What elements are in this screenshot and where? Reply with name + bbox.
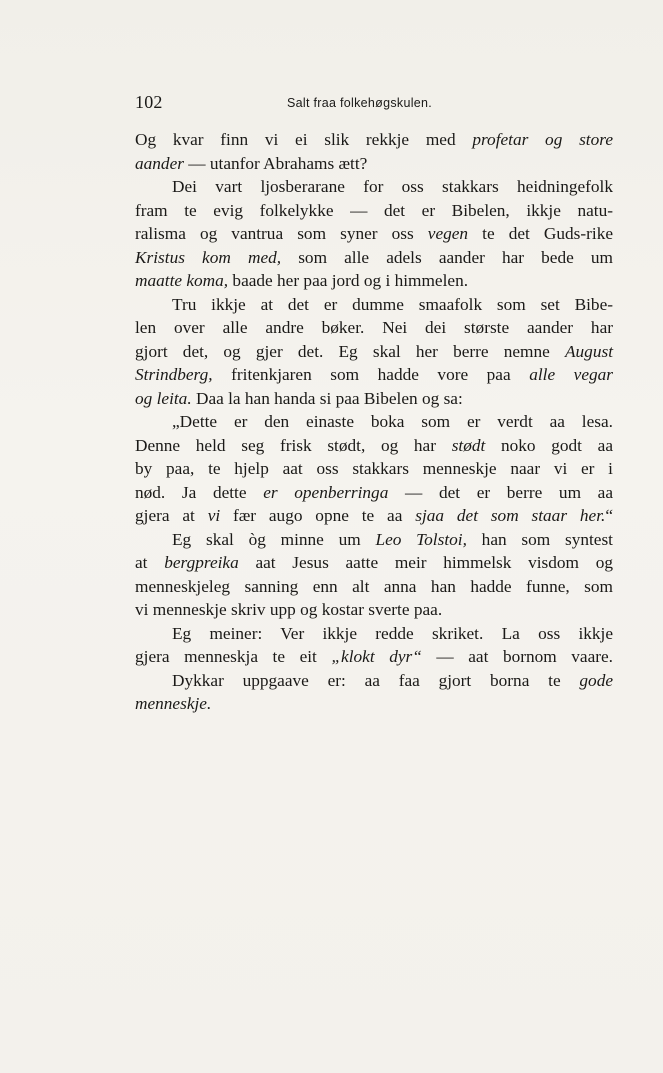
- text-segment: len over alle andre bøker. Nei dei største aander har: [135, 318, 613, 337]
- italic-segment: „klokt dyr“: [331, 647, 422, 666]
- italic-segment: vegen: [427, 224, 469, 243]
- italic-segment: vi: [207, 506, 221, 525]
- text-line: [135, 645, 613, 669]
- body-text: [135, 128, 613, 716]
- text-line: [135, 316, 613, 340]
- text-segment: Eg skal òg minne um: [172, 529, 376, 549]
- text-line: [135, 528, 613, 552]
- italic-segment: menneskje.: [135, 694, 212, 713]
- text-line: [135, 669, 613, 693]
- text-segment: „Dette er den einaste boka som er verdt aa lesa.: [172, 412, 613, 431]
- text-segment: noko godt aa: [485, 435, 613, 455]
- text-line: [135, 293, 613, 317]
- italic-segment: Kristus kom med,: [135, 247, 282, 267]
- text-segment: menneskjeleg sanning enn alt anna han hadde funne, som: [135, 576, 613, 596]
- text-segment: gjera at: [135, 506, 208, 525]
- text-segment: fær augo opne te aa: [220, 506, 416, 525]
- italic-segment: maatte koma,: [135, 271, 229, 290]
- text-segment: — det er berre um aa: [388, 482, 614, 502]
- text-segment: te det Guds-rike: [468, 224, 614, 243]
- text-segment: Eg meiner: Ver ikkje redde skriket. La oss ikkje: [172, 623, 613, 643]
- text-segment: han som syntest: [466, 529, 613, 549]
- text-segment: Dykkar uppgaave er: aa faa gjort borna te: [172, 670, 580, 690]
- text-segment: baade her paa jord og i himmelen.: [228, 271, 469, 290]
- text-line: [135, 387, 613, 411]
- text-segment: gjort det, og gjer det. Eg skal her berre nemne: [135, 341, 565, 361]
- page-number: 102: [135, 92, 163, 112]
- text-segment: Denne held seg frisk stødt, og har: [135, 435, 452, 455]
- text-segment: Dei vart ljosberarane for oss stakkars heidningefolk: [172, 177, 613, 196]
- text-segment: Tru ikkje at det er dumme smaafolk som set Bibe-: [172, 294, 613, 314]
- italic-segment: stødt: [451, 435, 486, 455]
- text-segment: ralisma og vantrua som syner oss: [135, 224, 428, 243]
- text-line: [135, 434, 613, 458]
- text-line: [135, 457, 613, 481]
- text-line: [135, 363, 613, 387]
- text-line: [135, 340, 613, 364]
- text-line: [135, 222, 613, 246]
- italic-segment: August: [564, 341, 613, 361]
- text-line: [135, 246, 613, 270]
- running-title: Salt fraa folkehøgskulen.: [287, 96, 433, 110]
- page-header: [135, 92, 615, 114]
- text-segment: at: [135, 553, 165, 572]
- italic-segment: er openberringa: [263, 482, 389, 502]
- italic-segment: bergpreika: [164, 553, 239, 572]
- text-line: [135, 575, 613, 599]
- text-line: [135, 269, 613, 293]
- text-segment: — utanfor Abrahams ætt?: [183, 153, 368, 173]
- text-segment: by paa, te hjelp aat oss stakkars menneskje naar vi er i: [135, 459, 613, 478]
- text-segment: vi menneskje skriv upp og kostar sverte paa.: [135, 600, 443, 619]
- text-segment: — aat bornom vaare.: [421, 647, 613, 666]
- italic-segment: Strindberg,: [135, 365, 213, 384]
- italic-segment: sjaa det som staar her.: [415, 506, 606, 525]
- text-line: [135, 622, 613, 646]
- text-line: [135, 410, 613, 434]
- text-line: [135, 551, 613, 575]
- text-line: [135, 481, 613, 505]
- text-line: [135, 598, 613, 622]
- text-segment: gjera menneskja te eit: [135, 647, 332, 666]
- text-line: [135, 128, 613, 152]
- italic-segment: profetar og store: [472, 130, 613, 149]
- text-segment: Daa la han handa si paa Bibelen og sa:: [191, 388, 463, 408]
- italic-segment: gode: [579, 670, 613, 690]
- italic-segment: alle vegar: [529, 365, 614, 384]
- text-line: [135, 692, 613, 716]
- italic-segment: aander: [135, 153, 184, 173]
- text-segment: som alle adels aander har bede um: [281, 247, 613, 267]
- italic-segment: Leo Tolstoi,: [375, 529, 467, 549]
- text-line: [135, 175, 613, 199]
- text-line: [135, 504, 613, 528]
- text-segment: fram te evig folkelykke — det er Bibelen, ikkje natu-: [135, 200, 613, 220]
- italic-segment: og leita.: [135, 388, 192, 408]
- text-segment: “: [605, 506, 613, 525]
- text-segment: Og kvar finn vi ei slik rekkje med: [135, 130, 473, 149]
- text-segment: nød. Ja dette: [135, 482, 264, 502]
- text-line: [135, 199, 613, 223]
- text-segment: fritenkjaren som hadde vore paa: [212, 365, 530, 384]
- text-segment: aat Jesus aatte meir himmelsk visdom og: [238, 553, 613, 572]
- text-line: [135, 152, 613, 176]
